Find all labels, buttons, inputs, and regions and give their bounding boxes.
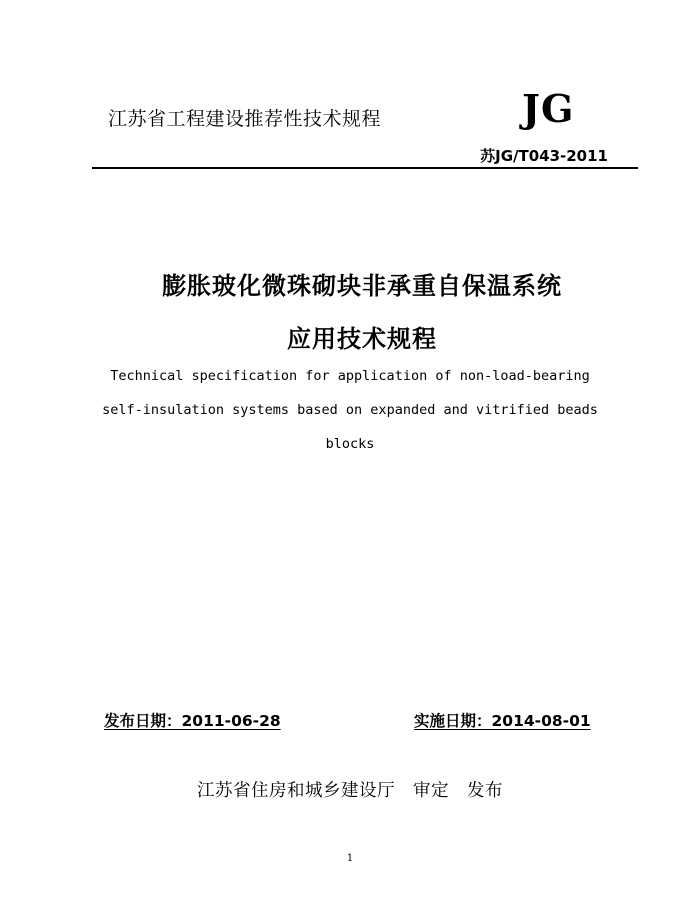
issuing-authority: 江苏省住房和城乡建设厅 审定 发布 xyxy=(197,781,503,801)
standard-code: 苏JG/T043-2011 xyxy=(480,147,608,165)
document-title-en-line1: Technical specification for application of non-load-bearing xyxy=(110,368,590,384)
document-title-en-line3: blocks xyxy=(325,436,375,452)
standard-series-title: 江苏省工程建设推荐性技术规程 xyxy=(108,108,382,130)
document-title-cn-line2: 应用技术规程 xyxy=(287,325,437,353)
publish-date: 发布日期：2011-06-28 xyxy=(104,712,281,730)
document-title-cn-line1: 膨胀玻化微珠砌块非承重自保温系统 xyxy=(162,272,562,300)
header-divider xyxy=(92,167,638,169)
effective-date: 实施日期：2014-08-01 xyxy=(414,712,591,730)
page-number: 1 xyxy=(346,853,354,864)
document-title-en-line2: self-insulation systems based on expanded and vitrified beads xyxy=(102,402,598,418)
jg-mark: JG xyxy=(522,86,575,131)
